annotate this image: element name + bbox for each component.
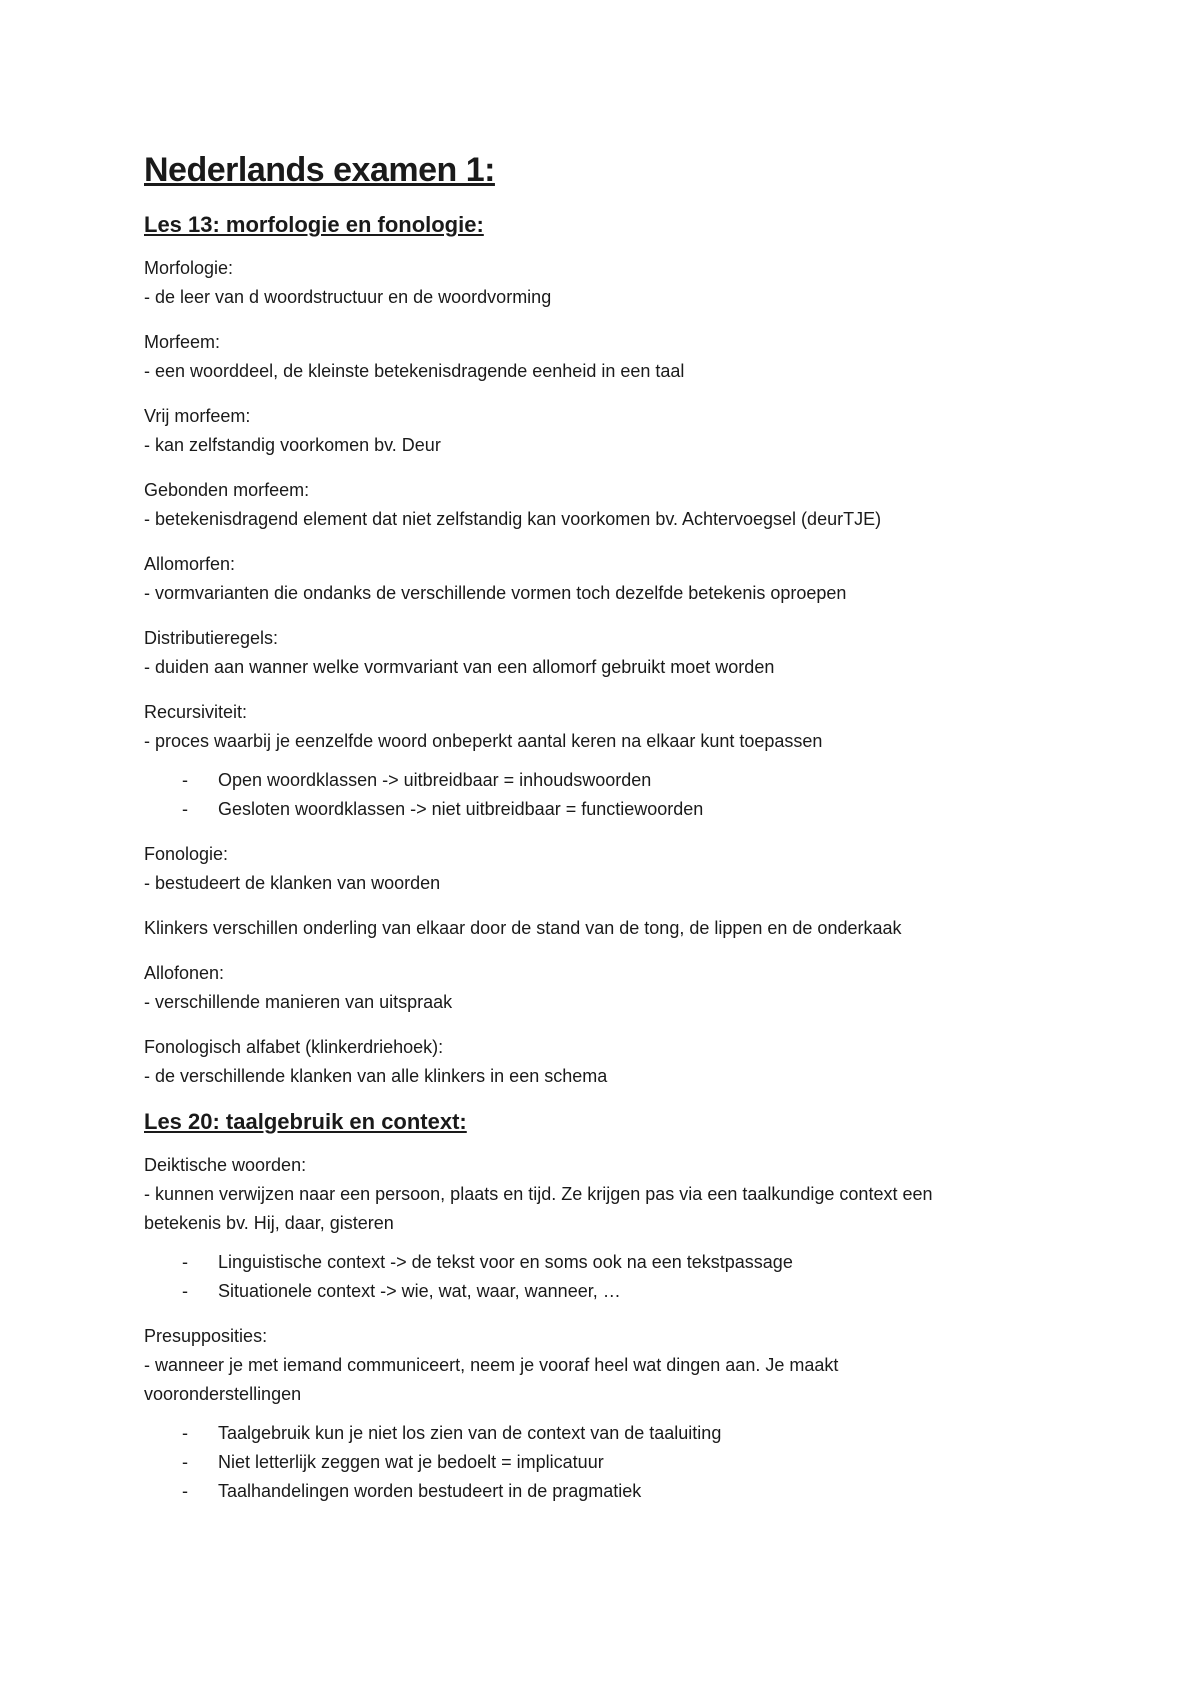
entry-allofonen — [144, 959, 1064, 1017]
list-item — [144, 766, 1064, 795]
term-definition: - proces waarbij je eenzelfde woord onbeperkt aantal keren na elkaar kunt toepassen — [144, 731, 823, 751]
term-label: Gebonden morfeem: — [144, 480, 310, 500]
list-item — [144, 1419, 1064, 1448]
list-item-text: Situationele context -> wie, wat, waar, wanneer, … — [218, 1281, 621, 1301]
term-definition: - vormvarianten die ondanks de verschillende vormen toch dezelfde betekenis oproepen — [144, 583, 847, 603]
list-item — [144, 1277, 1064, 1306]
term-definition: - de leer van d woordstructuur en de woordvorming — [144, 287, 552, 307]
term-definition: - betekenisdragend element dat niet zelfstandig kan voorkomen bv. Achtervoegsel (deurTJE) — [144, 509, 882, 529]
section-heading-les-13: Les 13: morfologie en fonologie: — [144, 212, 484, 237]
paragraph-text: Klinkers verschillen onderling van elkaar door de stand van de tong, de lippen en de onderkaak — [144, 918, 902, 938]
bullet-list-taalgebruik — [144, 1419, 1064, 1506]
term-label: Distributieregels: — [144, 628, 279, 648]
term-label: Presupposities: — [144, 1326, 268, 1346]
term-label: Recursiviteit: — [144, 702, 248, 722]
list-item-text: Linguistische context -> de tekst voor en soms ook na een tekstpassage — [218, 1252, 793, 1272]
term-label: Morfologie: — [144, 258, 234, 278]
bullet-dash: - — [182, 1481, 188, 1501]
list-item-text: Open woordklassen -> uitbreidbaar = inhoudswoorden — [218, 770, 652, 790]
term-definition: - kunnen verwijzen naar een persoon, plaats en tijd. Ze krijgen pas via een taalkundige context een — [144, 1184, 933, 1204]
term-definition: - wanneer je met iemand communiceert, neem je vooraf heel wat dingen aan. Je maakt — [144, 1355, 839, 1375]
list-item-text: Taalhandelingen worden bestudeert in de pragmatiek — [218, 1481, 642, 1501]
entry-distributieregels — [144, 624, 1064, 682]
bullet-list-context — [144, 1248, 1064, 1306]
entry-morfeem — [144, 328, 1064, 386]
list-item — [144, 795, 1064, 824]
term-definition-continued: vooronderstellingen — [144, 1384, 302, 1404]
entry-fonologisch-alfabet — [144, 1033, 1064, 1091]
term-label: Morfeem: — [144, 332, 221, 352]
term-definition: - verschillende manieren van uitspraak — [144, 992, 453, 1012]
entry-deiktische-woorden — [144, 1151, 1064, 1238]
term-label: Fonologie: — [144, 844, 229, 864]
bullet-dash: - — [182, 1281, 188, 1301]
bullet-list-woordklassen — [144, 766, 1064, 824]
entry-fonologie — [144, 840, 1064, 898]
term-label: Fonologisch alfabet (klinkerdriehoek): — [144, 1037, 444, 1057]
term-label: Deiktische woorden: — [144, 1155, 307, 1175]
term-label: Vrij morfeem: — [144, 406, 251, 426]
bullet-dash: - — [182, 770, 188, 790]
term-label: Allofonen: — [144, 963, 225, 983]
term-definition: - een woorddeel, de kleinste betekenisdragende eenheid in een taal — [144, 361, 685, 381]
section-heading-les-20: Les 20: taalgebruik en context: — [144, 1109, 467, 1134]
entry-presupposities — [144, 1322, 1064, 1409]
term-label: Allomorfen: — [144, 554, 236, 574]
list-item — [144, 1248, 1064, 1277]
term-definition: - kan zelfstandig voorkomen bv. Deur — [144, 435, 441, 455]
document-title: Nederlands examen 1: — [144, 151, 495, 189]
entry-gebonden-morfeem — [144, 476, 1064, 534]
term-definition: - bestudeert de klanken van woorden — [144, 873, 441, 893]
term-definition: - duiden aan wanner welke vormvariant van een allomorf gebruikt moet worden — [144, 657, 775, 677]
list-item-text: Gesloten woordklassen -> niet uitbreidbaar = functiewoorden — [218, 799, 704, 819]
list-item — [144, 1448, 1064, 1477]
bullet-dash: - — [182, 1452, 188, 1472]
entry-vrij-morfeem — [144, 402, 1064, 460]
entry-klinkers — [144, 914, 1064, 943]
entry-recursiviteit — [144, 698, 1064, 756]
document-page — [144, 148, 1064, 1522]
list-item-text: Taalgebruik kun je niet los zien van de context van de taaluiting — [218, 1423, 722, 1443]
list-item — [144, 1477, 1064, 1506]
bullet-dash: - — [182, 1423, 188, 1443]
entry-morfologie — [144, 254, 1064, 312]
term-definition: - de verschillende klanken van alle klinkers in een schema — [144, 1066, 608, 1086]
list-item-text: Niet letterlijk zeggen wat je bedoelt = implicatuur — [218, 1452, 604, 1472]
term-definition-continued: betekenis bv. Hij, daar, gisteren — [144, 1213, 394, 1233]
entry-allomorfen — [144, 550, 1064, 608]
bullet-dash: - — [182, 799, 188, 819]
bullet-dash: - — [182, 1252, 188, 1272]
